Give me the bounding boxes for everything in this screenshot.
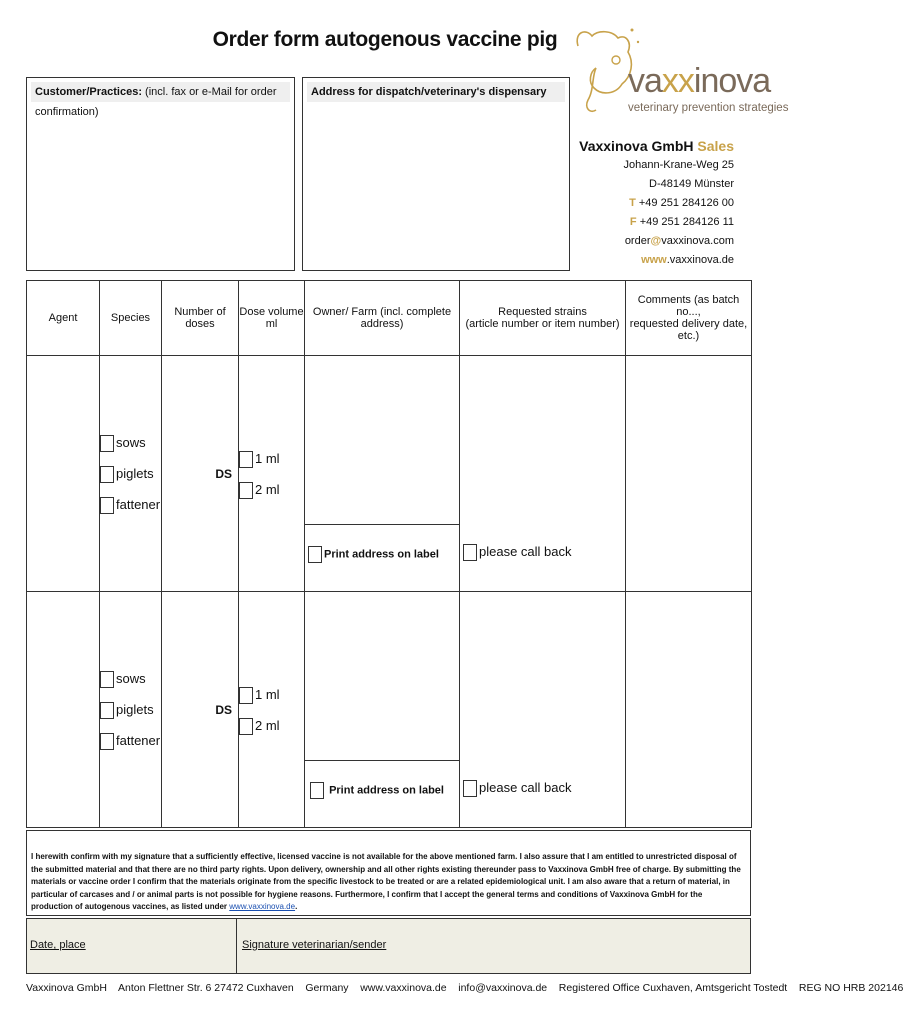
strains-cell[interactable] — [460, 592, 626, 828]
company-fax — [579, 213, 734, 232]
confirmation-body: I herewith confirm with my signature that a sufficiently effective, licensed vaccine is not available for the above mentioned farm. I also assure that I am entitled to unrestricted disposal of the submitted material and that there are no third party rights. Upon delivery, ownership and all other rights existing thereunder pass to Vaxxinova GmbH free of charge. By submitting the materials or vaccine order I confirm that the materials originate from the specific livestock to be treated or are a related epidemiological unit. I am also aware that a return of material, in particular of carcases and / or animal parts is not possible for hygiene reasons. Furthermore, I confirm that I accept the general terms and conditions of Vaxxinova GmbH for the production of autogenous vaccines, as listed under — [31, 852, 741, 911]
volume-label: 1 ml — [255, 450, 280, 466]
footer: Vaxxinova GmbH Anton Flettner Str. 6 27472 Cuxhaven Germany www.vaxxinova.de info@vaxxinova.de Registered Office Cuxhaven, Amtsgericht Tostedt REG NO HRB 202146 — [26, 982, 903, 994]
checkbox[interactable] — [100, 671, 114, 688]
species-cell — [100, 592, 162, 828]
terms-link[interactable]: www.vaxxinova.de — [229, 902, 296, 911]
species-label: fattener — [116, 497, 161, 512]
customer-label-rest: (incl. fax or e-Mail for order confirmation) — [35, 86, 277, 118]
owner-cell[interactable] — [305, 592, 460, 828]
doses-cell[interactable] — [162, 592, 239, 828]
customer-label-bold: Customer/Practices: — [35, 86, 142, 98]
ds-label: DS — [215, 466, 232, 481]
dispatch-label-text: Address for dispatch/veterinary's dispensary — [311, 86, 547, 98]
signature-row — [26, 918, 751, 974]
species-piglets[interactable] — [100, 694, 161, 725]
fax-value: +49 251 284126 11 — [639, 216, 734, 228]
order-row — [27, 356, 752, 592]
checkbox[interactable] — [239, 718, 253, 735]
brand-name — [628, 62, 770, 101]
header-dose-volume — [239, 281, 305, 356]
ds-label: DS — [215, 702, 232, 717]
dose-volume-1: Dose volume — [239, 306, 304, 318]
checkbox[interactable] — [239, 482, 253, 499]
strains-1: Requested strains — [498, 306, 587, 318]
strains-2: (article number or item number) — [465, 318, 620, 330]
owner-cell[interactable] — [305, 356, 460, 592]
company-line — [579, 137, 734, 156]
checkbox[interactable] — [239, 451, 253, 468]
volume-label: 2 ml — [255, 481, 280, 497]
company-tel — [579, 194, 734, 213]
email-domain: vaxxinova.com — [661, 235, 734, 247]
checkbox[interactable] — [308, 546, 322, 563]
email-user: order — [624, 235, 651, 247]
header-comments — [626, 281, 752, 356]
company-street: Johann-Krane-Weg 25 — [623, 159, 734, 171]
company-name: Vaxxinova GmbH — [579, 138, 694, 154]
print-address[interactable] — [310, 782, 444, 799]
volume-cell — [239, 592, 305, 828]
checkbox[interactable] — [100, 435, 114, 452]
call-back-label: please call back — [479, 779, 572, 795]
doses-cell[interactable] — [162, 356, 239, 592]
species-sows[interactable] — [100, 663, 161, 694]
comments-1: Comments (as batch no..., — [637, 294, 740, 318]
fax-label: F — [629, 216, 637, 228]
volume-2ml[interactable] — [239, 474, 304, 505]
customer-box[interactable] — [26, 77, 295, 271]
checkbox[interactable] — [310, 782, 324, 799]
confirmation-end: . — [295, 902, 298, 911]
customer-label — [31, 82, 290, 118]
agent-cell[interactable] — [27, 356, 100, 592]
signature-divider — [236, 919, 237, 973]
header-species: Species — [100, 281, 162, 356]
header-doses: Number of doses — [162, 281, 239, 356]
brand-post: inova — [693, 62, 771, 100]
dose-volume-2: ml — [265, 318, 278, 330]
species-label: piglets — [116, 702, 154, 717]
volume-1ml[interactable] — [239, 679, 304, 710]
company-address — [579, 137, 734, 270]
comments-2: requested delivery date, etc.) — [629, 318, 748, 342]
checkbox[interactable] — [100, 466, 114, 483]
checkbox[interactable] — [100, 497, 114, 514]
confirmation-text — [26, 830, 751, 916]
call-back-label: please call back — [479, 543, 572, 559]
checkbox[interactable] — [100, 733, 114, 750]
order-table — [26, 280, 752, 828]
web-prefix: www — [641, 254, 667, 266]
order-row — [27, 592, 752, 828]
table-header — [27, 281, 752, 356]
species-piglets[interactable] — [100, 458, 161, 489]
signature-field[interactable]: Signature veterinarian/sender — [242, 939, 387, 951]
dispatch-box[interactable] — [302, 77, 570, 271]
checkbox[interactable] — [239, 687, 253, 704]
species-label: sows — [116, 435, 146, 450]
brand-tagline: veterinary prevention strategies — [628, 102, 789, 114]
checkbox[interactable] — [463, 544, 477, 561]
print-label: Print address on label — [329, 784, 444, 797]
brand-pre: va — [628, 62, 662, 100]
brand-x: xx — [661, 62, 694, 100]
company-email: order@vaxxinova.com — [624, 235, 734, 247]
species-label: fattener — [116, 733, 161, 748]
species-label: sows — [116, 671, 146, 686]
agent-cell[interactable] — [27, 592, 100, 828]
web-rest: .vaxxinova.de — [666, 254, 734, 266]
header-owner: Owner/ Farm (incl. complete address) — [305, 281, 460, 356]
tel-label: T — [629, 197, 636, 209]
volume-2ml[interactable] — [239, 710, 304, 741]
strains-cell[interactable] — [460, 356, 626, 592]
comments-cell[interactable] — [626, 356, 752, 592]
print-label: Print address on label — [324, 548, 439, 561]
species-cell — [100, 356, 162, 592]
volume-cell — [239, 356, 305, 592]
species-sows[interactable] — [100, 427, 161, 458]
checkbox[interactable] — [463, 780, 477, 797]
volume-label: 1 ml — [255, 686, 280, 702]
checkbox[interactable] — [100, 702, 114, 719]
call-back[interactable] — [463, 780, 572, 797]
volume-1ml[interactable] — [239, 443, 304, 474]
species-fattener[interactable] — [100, 489, 161, 520]
header-strains — [460, 281, 626, 356]
company-dept: Sales — [697, 138, 734, 154]
call-back[interactable] — [463, 544, 572, 561]
species-fattener[interactable] — [100, 725, 161, 756]
print-address[interactable] — [308, 546, 439, 563]
header-agent: Agent — [27, 281, 100, 356]
logo — [572, 24, 789, 120]
company-web — [579, 251, 734, 270]
tel-value: +49 251 284126 00 — [638, 197, 734, 209]
volume-label: 2 ml — [255, 717, 280, 733]
company-city: D-48149 Münster — [649, 178, 734, 190]
date-place-field[interactable]: Date, place — [30, 939, 86, 951]
species-label: piglets — [116, 466, 154, 481]
comments-cell[interactable] — [626, 592, 752, 828]
dispatch-label — [307, 82, 565, 102]
form-title: Order form autogenous vaccine pig — [212, 28, 558, 51]
